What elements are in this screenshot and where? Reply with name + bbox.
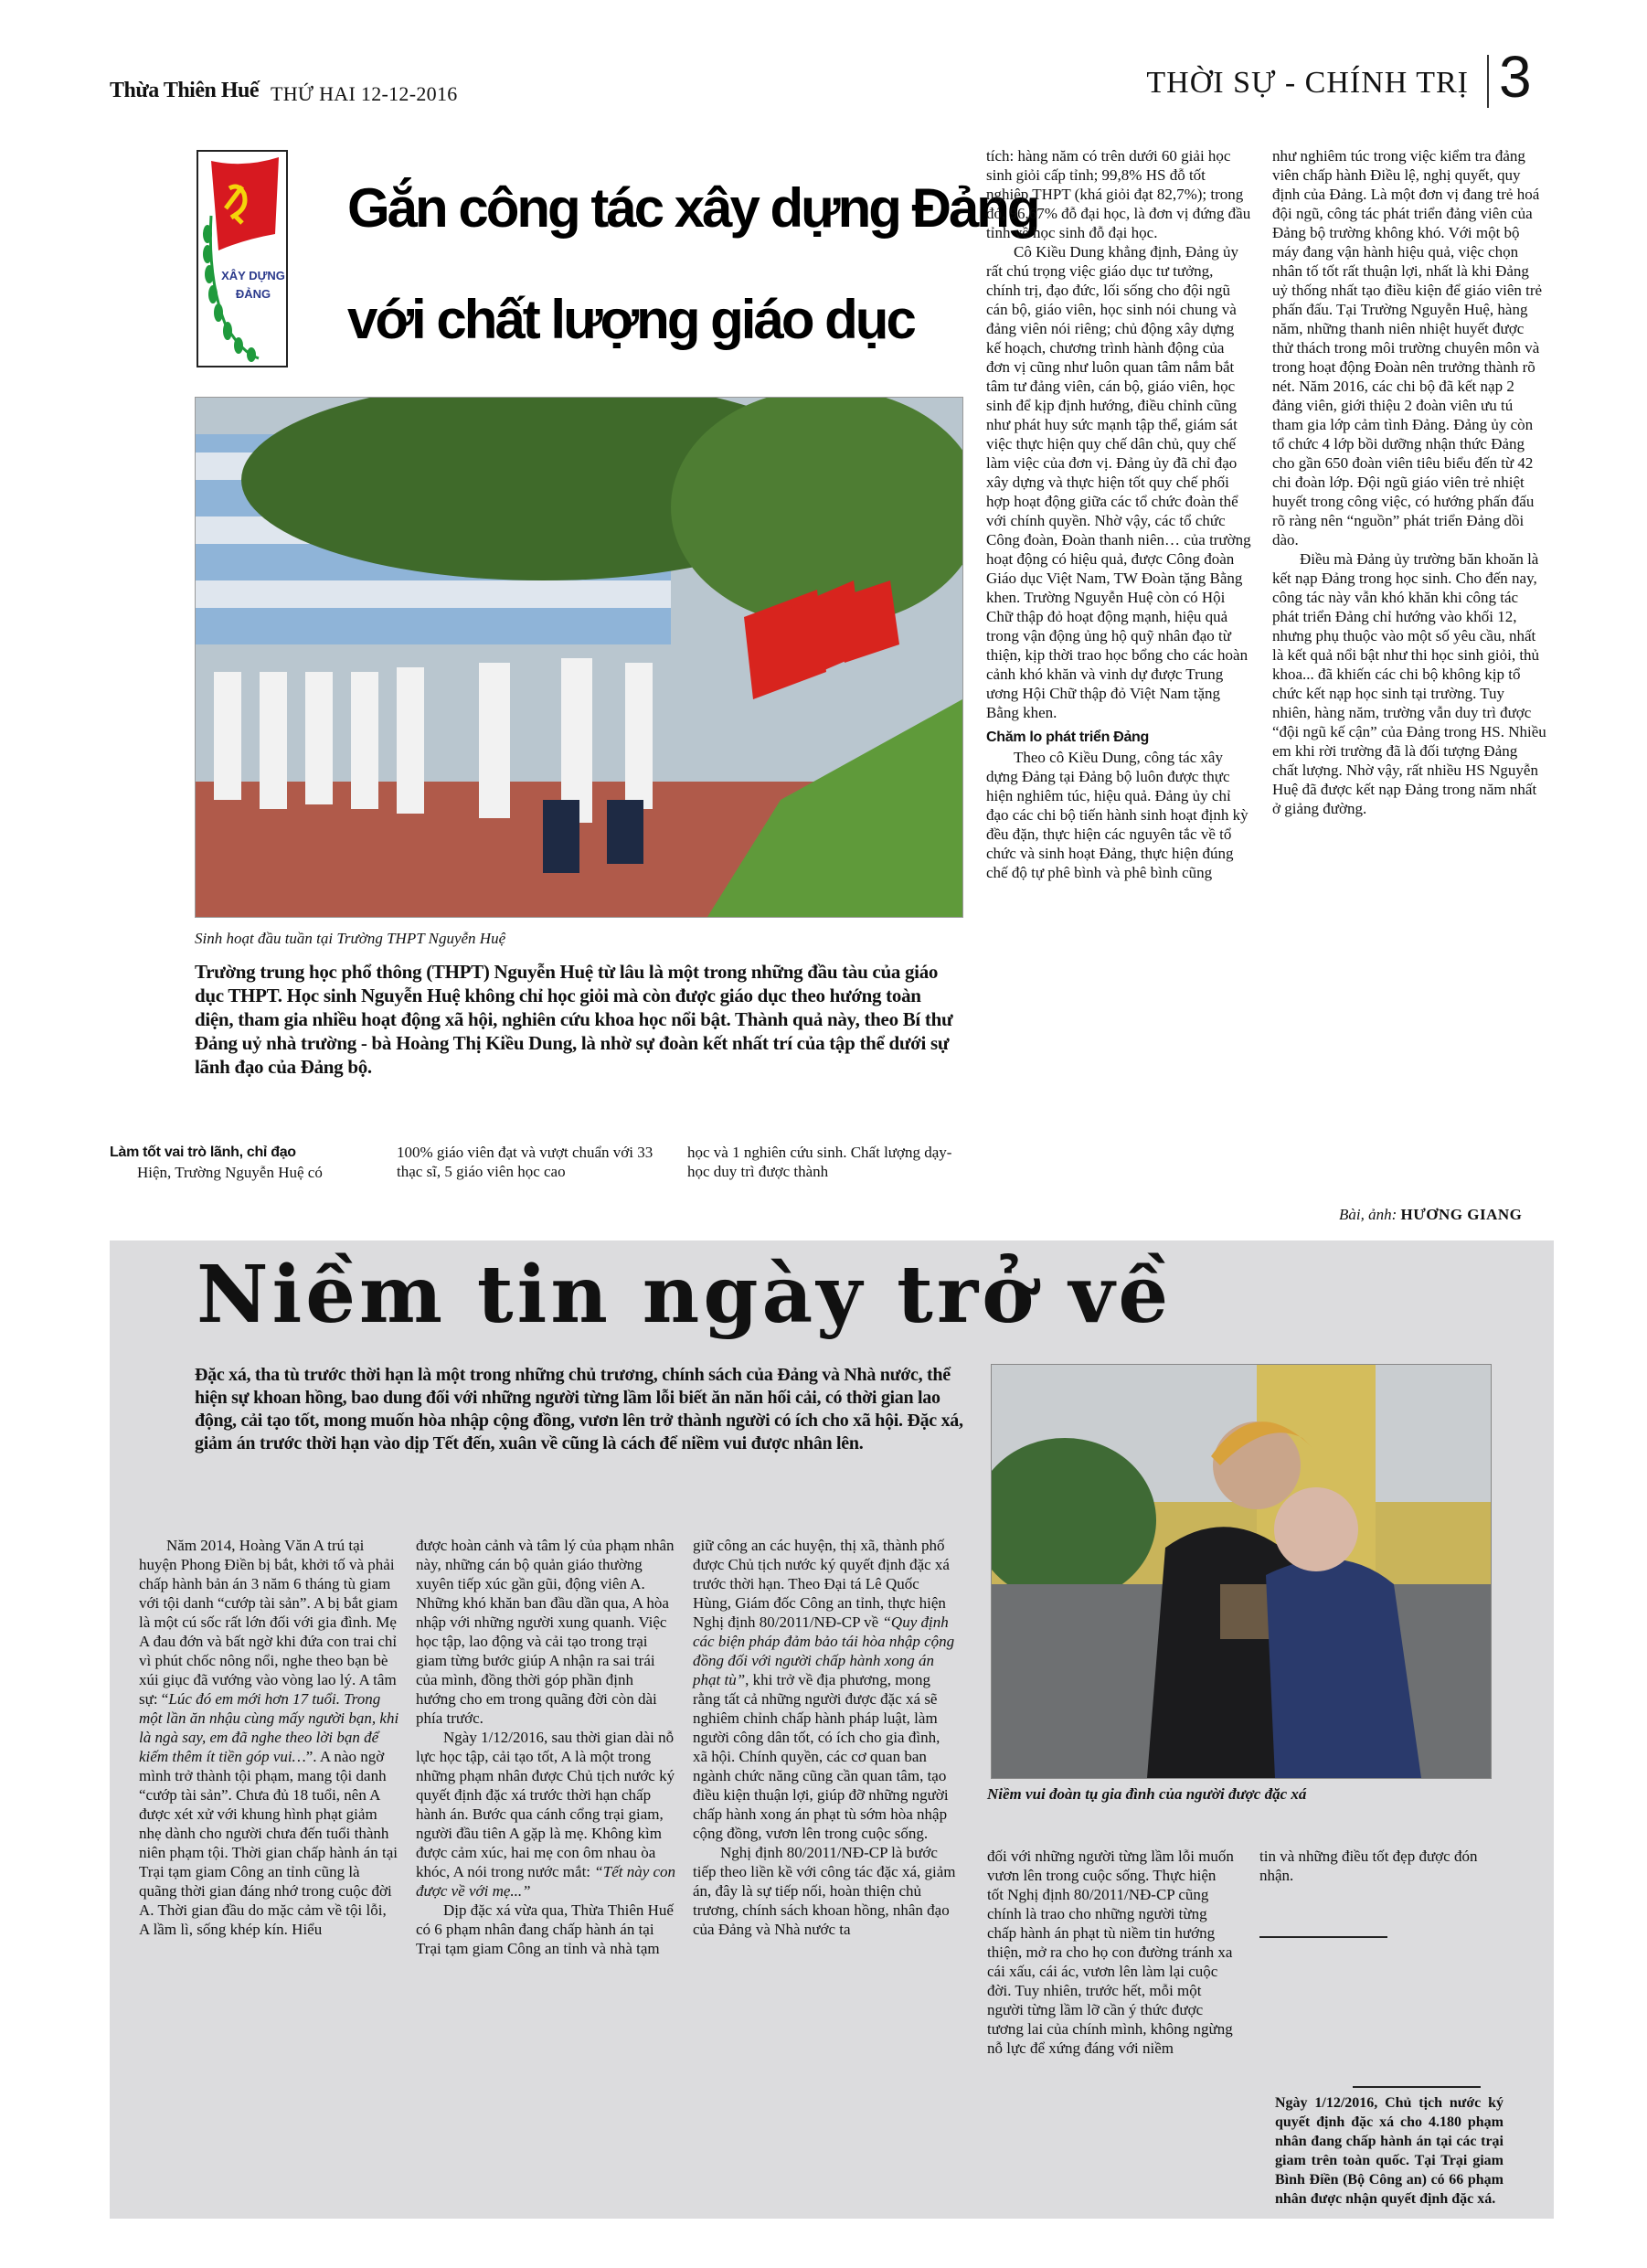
col2-quote: “Tết này con được về với mẹ...” — [416, 1863, 676, 1900]
col1-text-a: Năm 2014, Hoàng Văn A trú tại huyện Phong Điền bị bắt, khởi tố và phải chấp hành bản án 3 năm 6 tháng tù giam với tội danh “cướp tài sản”. A bị bắt giam là một cú sốc rất lớn đối với gia đình. Mẹ A đau đớn và bất ngờ khi đứa con trai chỉ vì phút chốc nông nổi, nghe theo bạn bè xúi giục đã vướng vào vòng lao lý. A tâm sự: “ — [139, 1537, 398, 1708]
flag-emblem-icon — [198, 152, 286, 366]
article2-column4 — [987, 1847, 1234, 2058]
article1-col3-text: học và 1 nghiên cứu sinh. Chất lượng dạy- học duy trì được thành — [687, 1144, 952, 1180]
article2-col4-text: đối với những người từng lầm lỗi muốn vươn lên trong cuộc sống. Thực hiện tốt Nghị định 80/2011/NĐ-CP cũng chính là trao cho những người từng chấp hành án phạt tù niềm tin hướng thiện, mở ra cho họ con đường tránh xa cái xấu, cái ác, vươn lên làm lại cuộc đời. Tuy nhiên, trước hết, mỗi một người từng lầm lỡ cần ý thức được tương lai của chính mình, không ngừng nỗ lực để xứng đáng với niềm — [987, 1847, 1234, 2057]
article2-col3-p2: Nghị định 80/2011/NĐ-CP là bước tiếp theo liền kề với công tác đặc xá, giảm án, đây là sự tiếp nối, hoàn thiện chủ trương, chính sách khoan hồng, nhân đạo của Đảng và Nhà nước ta — [693, 1844, 956, 1938]
article1-subhead1: Làm tốt vai trò lãnh, chỉ đạo — [110, 1145, 296, 1160]
article1-byline — [1339, 1205, 1522, 1225]
col1-quote: Lúc đó em mới hơn 17 tuổi. Trong một lần ăn nhậu cùng mấy người bạn, khi là ngà say, em đã nghe theo lời bạn để kiếm thêm ít tiền góp vui… — [139, 1690, 399, 1765]
article1-col4-p1: tích: hàng năm có trên dưới 60 giải học sinh giỏi cấp tỉnh; 99,8% HS đỗ tốt nghiệp THPT (khá giỏi đạt 82,7%); trong đó, 96,67% đỗ đại học, là đơn vị đứng đầu tỉnh về học sinh đỗ đại học. — [986, 147, 1251, 241]
school-assembly-photo — [195, 397, 963, 918]
col2-text-a: Ngày 1/12/2016, sau thời gian dài nỗ lực học tập, cải tạo tốt, A là một trong những phạm nhân được Chủ tịch nước ký quyết định đặc xá trước thời hạn chấp hành án. Bước qua cánh cổng trại giam, người đầu tiên A gặp là mẹ. Không kìm được cảm xúc, hai mẹ con ôm nhau òa khóc, A nói trong nước mắt: — [416, 1729, 675, 1880]
page-number-divider — [1487, 55, 1489, 108]
publication-name: Thừa Thiên Huế — [110, 79, 260, 102]
col3-text-b: , khi trở về địa phương, mong rằng tất cả những người được đặc xá sẽ nghiêm chỉnh chấp hành pháp luật, làm người công dân tốt, có ích cho gia đình, xã hội. Chính quyền, các cơ quan ban ngành chức năng cũng cần quan tâm, tạo điều kiện thuận lợi, giúp đỡ những người chấp hành xong án phạt tù sớm hòa nhập cộng đồng, vươn lên trong cuộc sống. — [693, 1671, 949, 1842]
article2-col2-p3: Dịp đặc xá vừa qua, Thừa Thiên Huế có 6 phạm nhân đang chấp hành án tại Trại tạm giam Công an tỉnh và nhà tạm — [416, 1901, 674, 1957]
svg-text:ĐẢNG: ĐẢNG — [235, 287, 271, 301]
end-of-article-rule — [1259, 1936, 1387, 1938]
article2-column2 — [416, 1536, 676, 1958]
byline-author: HƯƠNG GIANG — [1400, 1206, 1523, 1223]
sidebar-rule — [1353, 2086, 1481, 2088]
col3-quote: “Quy định các biện pháp đảm bảo tái hòa nhập cộng đồng đối với người chấp hành xong án phạt tù” — [693, 1613, 955, 1688]
article1-subhead2: Chăm lo phát triển Đảng — [986, 729, 1149, 745]
article1-lead: Trường trung học phổ thông (THPT) Nguyễn Huệ từ lâu là một trong những đầu tàu của giáo dục THPT. Học sinh Nguyễn Huệ không chỉ học giỏi mà còn được giáo dục theo hướng toàn diện, tham gia nhiều hoạt động xã hội, nghiên cứu khoa học nổi bật. Thành quả này, theo Bí thư Đảng uỷ nhà trường - bà Hoàng Thị Kiều Dung, là nhờ sự đoàn kết nhất trí của tập thể dưới sự lãnh đạo của Đảng bộ. — [195, 961, 953, 1078]
article2-lead: Đặc xá, tha tù trước thời hạn là một trong những chủ trương, chính sách của Đảng và Nhà nước, thể hiện sự khoan hồng, bao dung đối với những người từng lầm lỗi biết ăn năn hối cải, có thời gian lao động, cải tạo tốt, mong muốn hòa nhập cộng đồng, vươn lên trở thành người có ích cho xã hội. Đặc xá, giảm án trước thời hạn vào dịp Tết đến, xuân về cũng là cách để niềm vui được nhân lên. — [195, 1365, 963, 1453]
issue-date: THỨ HAI 12-12-2016 — [271, 82, 458, 105]
article1-col4-p3: Theo cô Kiều Dung, công tác xây dựng Đảng tại Đảng bộ luôn được thực hiện nghiêm túc, hiệu quả. Đảng ủy chỉ đạo các chi bộ tiến hành sinh hoạt định kỳ đều đặn, thực hiện các nguyên tắc về tổ chức và sinh hoạt Đảng, thực hiện đúng chế độ tự phê bình và phê bình cũng — [986, 749, 1249, 881]
article1-col1-text: Hiện, Trường Nguyễn Huệ có — [137, 1164, 323, 1181]
photo2-caption: Niềm vui đoàn tụ gia đình của người được đặc xá — [987, 1785, 1307, 1803]
article2-col2-p2 — [416, 1728, 676, 1901]
article1-column3 — [687, 1143, 962, 1181]
article2-col3-p1 — [693, 1536, 958, 1843]
article2-column1 — [139, 1536, 399, 1939]
party-building-logo — [197, 150, 288, 367]
byline-prefix: Bài, ảnh: — [1339, 1206, 1397, 1223]
photo1-caption: Sinh hoạt đầu tuần tại Trường THPT Nguyễn Huệ — [195, 930, 506, 947]
col1-text-b: ”. A nào ngờ mình trở thành tội phạm, mang tội danh “cướp tài sản”. Chưa đủ 18 tuổi, nên A được xét xử với khung hình phạt giảm nhẹ dành cho người chưa đến tuổi thành niên phạm tội. Thời gian chấp hành án tại Trại tạm giam Công an tỉnh cũng là quãng thời gian đáng nhớ trong cuộc đời A. Thời gian đầu do mặc cảm về tội lỗi, A lầm lì, sống khép kín. Hiểu — [139, 1748, 398, 1938]
article1-headline-line1: Gắn công tác xây dựng Đảng — [347, 177, 1038, 239]
article1-column2 — [397, 1143, 671, 1181]
section-title: THỜI SỰ - CHÍNH TRỊ — [1146, 66, 1469, 100]
col3-text-a: giữ công an các huyện, thị xã, thành phố được Chủ tịch nước ký quyết định đặc xá trước thời hạn. Theo Đại tá Lê Quốc Hùng, Giám đốc Công an tỉnh, thực hiện Nghị định 80/2011/NĐ-CP về — [693, 1537, 950, 1631]
article2-col2-p1: được hoàn cảnh và tâm lý của phạm nhân này, những cán bộ quản giáo thường xuyên tiếp xúc gần gũi, động viên A. Những khó khăn ban đầu dần qua, A hòa nhập với những người xung quanh. Việc học tập, lao động và cải tạo trong trại giam từng bước giúp A nhận ra sai trái của mình, đồng thời góp phần định hướng cho em trong quãng đời còn dài phía trước. — [416, 1537, 675, 1727]
svg-text:XÂY DỰNG: XÂY DỰNG — [221, 269, 285, 282]
article1-column4 — [986, 146, 1251, 882]
page-number: 3 — [1499, 44, 1532, 110]
article2-column5 — [1259, 1847, 1506, 1885]
article1-col5-p2: Điều mà Đảng ủy trường băn khoăn là kết nạp Đảng trong học sinh. Cho đến nay, công tác này vẫn khó khăn khi công tác phát triển Đảng chỉ hướng vào khối 12, nhưng phụ thuộc vào một số yêu cầu, nhất là kết quả nổi bật như thi học sinh giỏi, thủ khoa... đã khiến các chi bộ không kịp tổ chức kết nạp học sinh tại trường. Tuy nhiên, hàng năm, trường vẫn duy trì được “đội ngũ kế cận” của Đảng trong HS. Nhiều em khi rời trường đã là đối tượng Đảng chất lượng. Nhờ vậy, rất nhiều HS Nguyễn Huệ đã được kết nạp Đảng trong năm nhất ở giảng đường. — [1272, 550, 1546, 817]
article2-column3 — [693, 1536, 958, 1939]
article1-col5-p1: như nghiêm túc trong việc kiểm tra đảng viên chấp hành Điều lệ, nghị quyết, quy định của Đảng. Là một đơn vị đang trẻ hoá đội ngũ, công tác phát triển đảng viên của Đảng bộ trường không khó. Với một bộ máy đang vận hành hiệu quả, việc chọn nhân tố tốt rất thuận lợi, nhất là khi Đảng uỷ thống nhất tạo điều kiện để giáo viên trẻ phấn đấu. Tại Trường Nguyễn Huệ, hàng năm, những thanh niên nhiệt huyết được thử thách trong môi trường chuyên môn và trong hoạt động Đoàn nên trưởng thành rõ nét. Năm 2016, các chi bộ đã kết nạp 2 đảng viên, giới thiệu 2 đoàn viên ưu tú tham gia lớp cảm tình Đảng. Đảng ủy còn tổ chức 4 lớp bồi dưỡng nhận thức Đảng cho gần 650 đoàn viên tiêu biểu đến từ 42 chi đoàn lớp. Đội ngũ giáo viên trẻ nhiệt huyết trong công việc, có hướng phấn đấu rõ ràng nên “nguồn” phát triển Đảng dồi dào. — [1272, 147, 1543, 548]
article1-col2-text: 100% giáo viên đạt và vượt chuẩn với 33 thạc sĩ, 5 giáo viên học cao — [397, 1144, 653, 1180]
amnesty-sidebar-note: Ngày 1/12/2016, Chủ tịch nước ký quyết định đặc xá cho 4.180 phạm nhân đang chấp hành án tại các trại giam trên toàn quốc. Tại Trại giam Bình Điền (Bộ Công an) có 66 phạm nhân được nhận quyết định đặc xá. — [1275, 2095, 1504, 2207]
article2-col5-text: tin và những điều tốt đẹp được đón nhận. — [1259, 1847, 1478, 1884]
family-reunion-photo — [991, 1364, 1492, 1779]
article1-headline-line2: với chất lượng giáo dục — [347, 289, 914, 350]
article2-headline: Niềm tin ngày trở về — [197, 1249, 1173, 1341]
article1-col4-p2: Cô Kiều Dung khẳng định, Đảng ủy rất chú trọng việc giáo dục tư tưởng, chính trị, đạo đức, lối sống cho đội ngũ cán bộ, giáo viên, học sinh nói chung và đảng viên nói riêng; chủ động xây dựng kế hoạch, chương trình hành động của đơn vị cũng như luôn quan tâm nắm bắt tâm tư đảng viên, cán bộ, giáo viên, học sinh để kịp định hướng, điều chỉnh cũng như phát huy sức mạnh tập thể, giám sát việc thực hiện quy chế dân chủ, quy chế làm việc của đơn vị. Đảng ủy đã chỉ đạo xây dựng và thực hiện tốt quy chế phối hợp hoạt động giữa các tổ chức đoàn thể với chính quyền. Nhờ vậy, các tổ chức Công đoàn, Đoàn thanh niên… của trường hoạt động có hiệu quả, được Công đoàn Giáo dục Việt Nam, TW Đoàn tặng Bằng khen. Trường Nguyễn Huệ còn có Hội Chữ thập đỏ hoạt động mạnh, hiệu quả trong vận động ủng hộ quỹ nhân đạo từ thiện, kịp thời trao học bổng cho các hoàn cảnh khó khăn và vinh dự được Trung ương Hội Chữ thập đỏ Việt Nam tặng Bằng khen. — [986, 243, 1251, 721]
article1-column1 — [110, 1143, 384, 1182]
article2-col1-text — [139, 1536, 399, 1939]
article1-column5 — [1272, 146, 1546, 818]
